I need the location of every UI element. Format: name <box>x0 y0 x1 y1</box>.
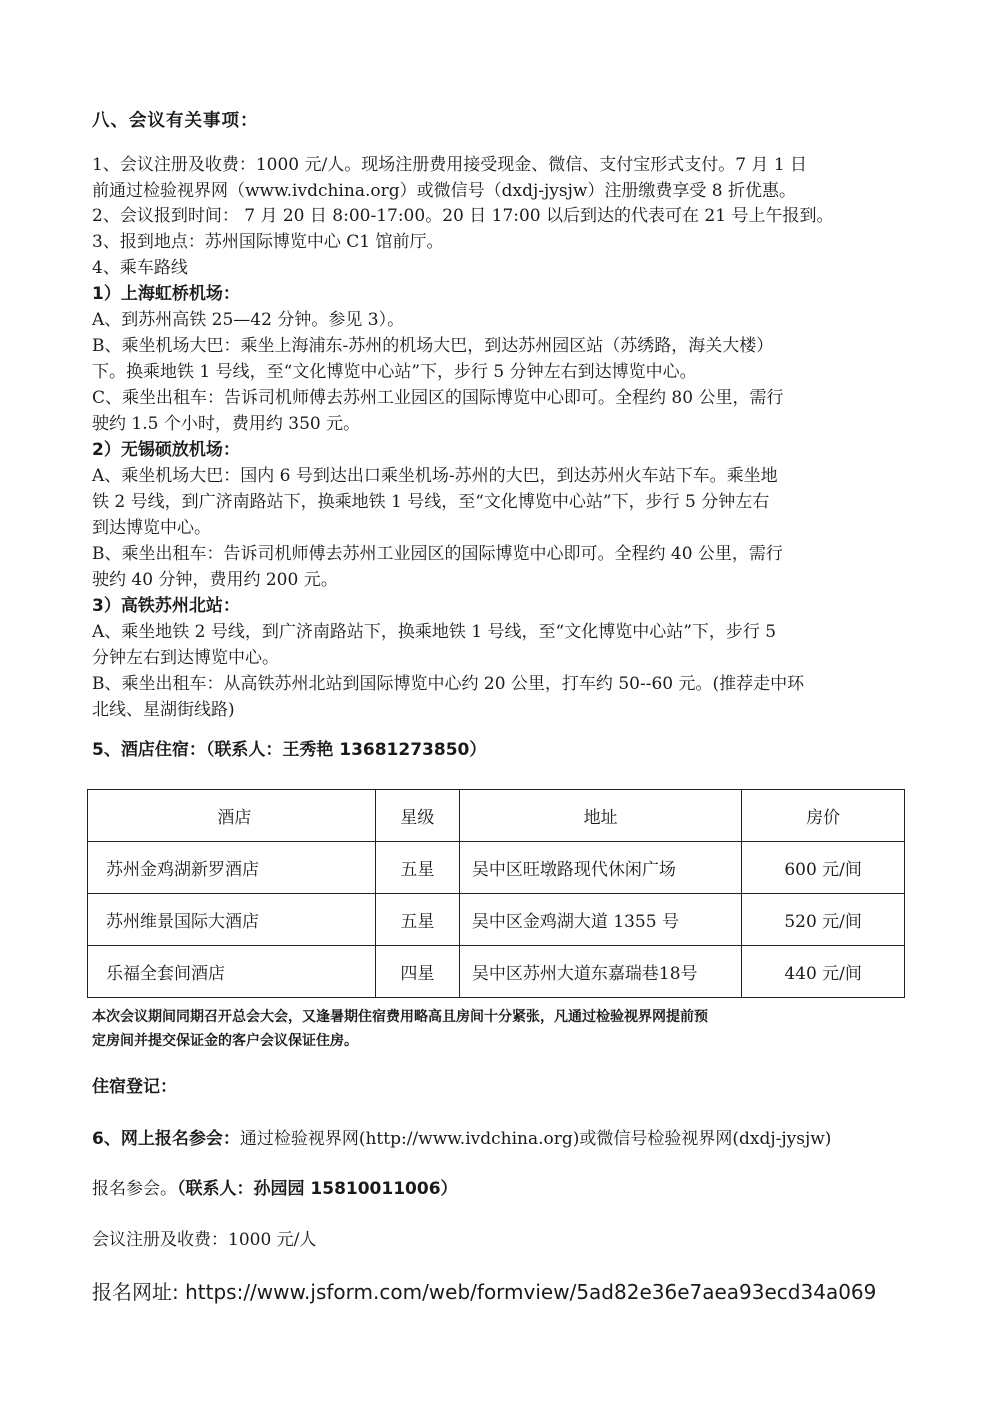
registration-prefix: 报名参会。 <box>92 1179 177 1199</box>
column-header-hotel: 酒店 <box>88 790 376 842</box>
route-title-wuxi: 2）无锡硕放机场： <box>92 440 240 460</box>
online-registration-line <box>92 1126 912 1152</box>
text-line: A、乘坐地铁 2 号线，到广济南路站下，换乘地铁 1 号线，至“文化博览中心站”下，步行 5 <box>92 622 777 642</box>
text-line: 到达博览中心。 <box>92 518 211 538</box>
online-registration-text: 通过检验视界网(http://www.ivdchina.org)或微信号检验视界网(dxdj-jysjw) <box>239 1129 832 1149</box>
table-row <box>88 894 905 946</box>
text-line: A、到苏州高铁 25—42 分钟。参见 3）。 <box>92 310 405 330</box>
table-header-row <box>88 790 905 842</box>
text-line: 2、会议报到时间： 7 月 20 日 8:00-17:00。20 日 17:00 以后到达的代表可在 21 号上午报到。 <box>92 206 834 226</box>
column-header-price: 房价 <box>742 790 905 842</box>
text-line: 铁 2 号线，到广济南路站下，换乘地铁 1 号线，至“文化博览中心站”下，步行 5 分钟左右 <box>92 492 770 512</box>
hotel-name: 苏州维景国际大酒店 <box>88 894 376 946</box>
online-registration-label: 6、网上报名参会： <box>92 1129 240 1149</box>
text-line: 3、报到地点：苏州国际博览中心 C1 馆前厅。 <box>92 232 444 252</box>
text-line: 北线、星湖街线路) <box>92 700 235 720</box>
registration-url-label: 报名网址: <box>92 1280 179 1304</box>
hotel-note: 本次会议期间同期召开总会大会，又逢暑期住宿费用略高且房间十分紧张，凡通过检验视界网提前预 <box>92 1009 708 1025</box>
text-line: 下。换乘地铁 1 号线，至“文化博览中心站”下，步行 5 分钟左右到达博览中心。 <box>92 362 697 382</box>
registration-contact: （联系人：孙园园 15810011006） <box>177 1179 458 1199</box>
text-line: B、乘坐出租车：告诉司机师傅去苏州工业园区的国际博览中心即可。全程约 40 公里，需行 <box>92 544 783 564</box>
hotel-table <box>87 789 905 998</box>
text-line: 1、会议注册及收费：1000 元/人。现场注册费用接受现金、微信、支付宝形式支付。7 月 1 日 <box>92 155 808 175</box>
text-line: B、乘坐机场大巴：乘坐上海浦东-苏州的机场大巴，到达苏州园区站（苏绣路，海关大楼） <box>92 336 774 356</box>
hotel-star: 五星 <box>375 894 459 946</box>
text-line: A、乘坐机场大巴：国内 6 号到达出口乘坐机场-苏州的大巴，到达苏州火车站下车。乘坐地 <box>92 466 778 486</box>
hotel-star: 五星 <box>375 842 459 894</box>
hotel-price: 600 元/间 <box>742 842 905 894</box>
table-row <box>88 946 905 998</box>
route-title-suzhou-north: 3）高铁苏州北站： <box>92 596 240 616</box>
text-line: 分钟左右到达博览中心。 <box>92 648 279 668</box>
text-line: 驶约 1.5 个小时，费用约 350 元。 <box>92 414 361 434</box>
registration-url-link[interactable]: https://www.jsform.com/web/formview/5ad82e36e7aea93ecd34a069 <box>178 1280 877 1304</box>
route-title-hongqiao: 1）上海虹桥机场： <box>92 284 240 304</box>
section-heading: 八、会议有关事项： <box>92 111 259 131</box>
hotel-address: 吴中区旺墩路现代休闲广场 <box>459 842 741 894</box>
hotel-address: 吴中区金鸡湖大道 1355 号 <box>459 894 741 946</box>
registration-contact-line <box>92 1176 912 1202</box>
table-row <box>88 842 905 894</box>
text-line: C、乘坐出租车：告诉司机师傅去苏州工业园区的国际博览中心即可。全程约 80 公里，需行 <box>92 388 784 408</box>
text-line: 4、乘车路线 <box>92 258 188 278</box>
hotel-price: 520 元/间 <box>742 894 905 946</box>
hotel-note: 定房间并提交保证金的客户会议保证住房。 <box>92 1033 358 1049</box>
text-line: B、乘坐出租车：从高铁苏州北站到国际博览中心约 20 公里，打车约 50--60 元。(推荐走中环 <box>92 674 805 694</box>
hotel-name: 乐福全套间酒店 <box>88 946 376 998</box>
registration-fee: 会议注册及收费：1000 元/人 <box>92 1230 317 1250</box>
hotel-name: 苏州金鸡湖新罗酒店 <box>88 842 376 894</box>
hotel-address: 吴中区苏州大道东嘉瑞巷18号 <box>459 946 741 998</box>
text-line: 前通过检验视界网（www.ivdchina.org）或微信号（dxdj-jysjw）注册缴费享受 8 折优惠。 <box>92 181 797 201</box>
column-header-address: 地址 <box>459 790 741 842</box>
hotel-heading: 5、酒店住宿：（联系人：王秀艳 13681273850） <box>92 740 487 760</box>
hotel-star: 四星 <box>375 946 459 998</box>
registration-url-line <box>92 1278 876 1306</box>
lodging-title: 住宿登记： <box>92 1077 177 1097</box>
hotel-price: 440 元/间 <box>742 946 905 998</box>
text-line: 驶约 40 分钟，费用约 200 元。 <box>92 570 338 590</box>
column-header-star: 星级 <box>375 790 459 842</box>
